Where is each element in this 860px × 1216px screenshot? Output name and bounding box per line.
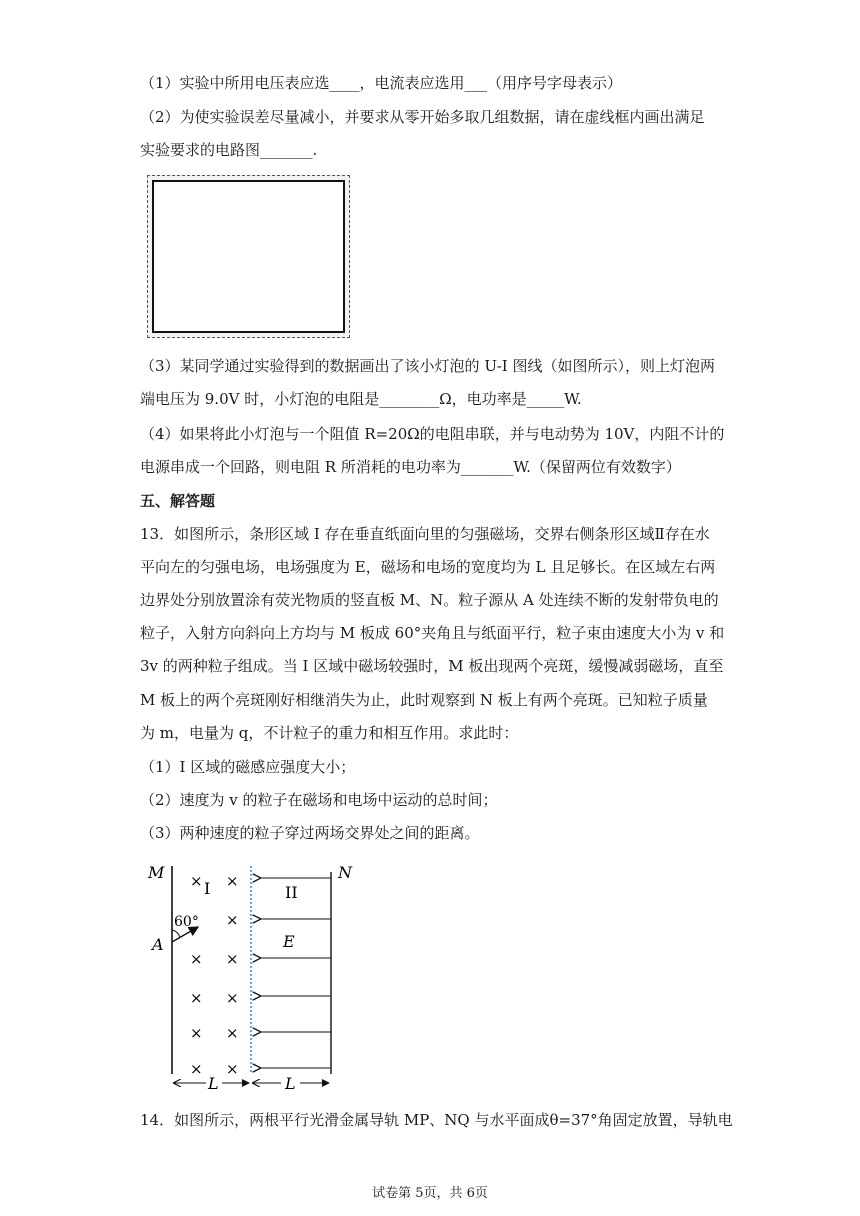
q13-line: 3v 的两种粒子组成。当 I 区域中磁场较强时，M 板出现两个亮斑，缓慢减弱磁场，直至 [140, 657, 724, 675]
cross-mark: × [226, 989, 239, 1007]
q13-line: M 板上的两个亮斑刚好相继消失为止，此时观察到 N 板上有两个亮斑。已知粒子质量 [140, 691, 708, 709]
q12-part1: （1）实验中所用电压表应选____，电流表应选用___（用序号字母表示） [140, 74, 623, 92]
q14-line1: 14．如图所示，两根平行光滑金属导轨 MP、NQ 与水平面成θ=37°角固定放置，导轨电 [140, 1111, 733, 1129]
q13-sub1: （1）I 区域的磁感应强度大小； [140, 758, 356, 776]
cross-mark: × [226, 911, 239, 929]
cross-mark: × [190, 1060, 203, 1078]
q13-figure [140, 858, 370, 1096]
label-region-I: I [204, 879, 211, 898]
cross-mark: × [190, 872, 203, 890]
section-heading: 五、解答题 [140, 492, 216, 510]
cross-mark: × [190, 950, 203, 968]
q13-line: 粒子，入射方向斜向上方均与 M 板成 60°夹角且与纸面平行，粒子束由速度大小为 v 和 [140, 624, 725, 642]
q13-sub3: （3）两种速度的粒子穿过两场交界处之间的距离。 [140, 824, 480, 842]
q13-sub2: （2）速度为 v 的粒子在磁场和电场中运动的总时间； [140, 791, 498, 809]
cross-mark: × [226, 1060, 239, 1078]
q12-part2-line2: 实验要求的电路图_______. [140, 141, 318, 159]
label-E: E [283, 932, 295, 951]
field-diagram [140, 858, 370, 1092]
page-footer: 试卷第 5页，共 6页 [372, 1186, 488, 1201]
label-M: M [148, 863, 165, 882]
cross-mark: × [226, 872, 239, 890]
circuit-answer-box [152, 180, 345, 333]
q13-line: 平向左的匀强电场，电场强度为 E，磁场和电场的宽度均为 L 且足够长。在区域左右两 [140, 558, 716, 576]
q12-part4-line2: 电源串成一个回路，则电阻 R 所消耗的电功率为_______W.（保留两位有效数字） [140, 458, 681, 476]
angle-arc [172, 930, 180, 938]
q12-part3-line1: （3）某同学通过实验得到的数据画出了该小灯泡的 U-I 图线（如图所示），则上灯泡两 [140, 357, 715, 375]
q12-part3-line2: 端电压为 9.0V 时，小灯泡的电阻是________Ω，电功率是_____W. [140, 390, 582, 408]
q13-line: 13．如图所示，条形区域 I 存在垂直纸面向里的匀强磁场，交界右侧条形区域Ⅱ存在水 [140, 525, 710, 543]
cross-mark: × [190, 989, 203, 1007]
label-angle: 60° [174, 914, 199, 930]
label-N: N [338, 863, 352, 882]
label-L-region-I: L [208, 1074, 219, 1092]
label-region-II: II [285, 883, 298, 902]
cross-mark: × [190, 1024, 203, 1042]
label-L-region-II: L [285, 1074, 296, 1092]
label-A: A [152, 935, 164, 954]
q13-line: 边界处分别放置涂有荧光物质的竖直板 M、N。粒子源从 A 处连续不断的发射带负电的 [140, 591, 719, 609]
q12-part2-line1: （2）为使实验误差尽量减小，并要求从零开始多取几组数据，请在虚线框内画出满足 [140, 108, 705, 126]
q12-part4-line1: （4）如果将此小灯泡与一个阻值 R=20Ω的电阻串联，并与电动势为 10V，内阻不计的 [140, 425, 725, 443]
cross-mark: × [226, 950, 239, 968]
cross-mark: × [226, 1024, 239, 1042]
q13-line: 为 m，电量为 q，不计粒子的重力和相互作用。求此时： [140, 724, 519, 742]
